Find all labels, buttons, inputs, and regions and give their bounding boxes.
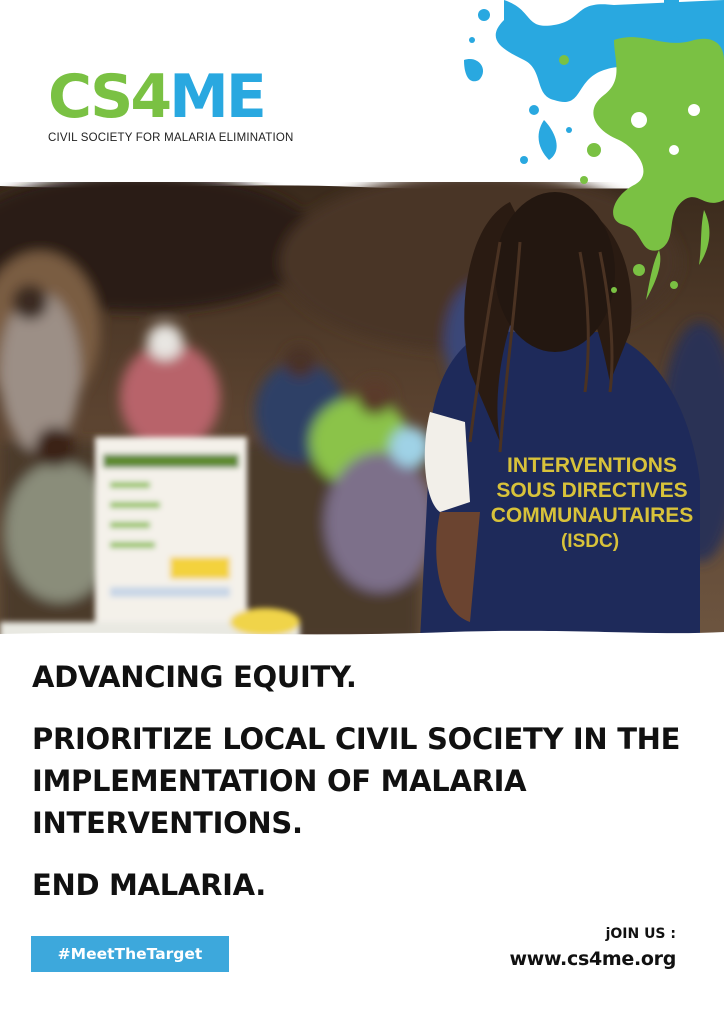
logo-cs4: CS4 <box>48 62 170 132</box>
headline-prioritize-civil-society: PRIORITIZE LOCAL CIVIL SOCIETY IN THE IMPLEMENTATION OF MALARIA INTERVENTIONS. <box>32 722 681 840</box>
logo-tagline: CIVIL SOCIETY FOR MALARIA ELIMINATION <box>48 132 294 144</box>
cs4me-logo <box>48 62 294 144</box>
join-us-block <box>510 924 676 974</box>
logo-me: ME <box>169 62 264 132</box>
headline-end-malaria: END MALARIA. <box>32 868 266 902</box>
paint-splash-decoration <box>464 0 724 310</box>
website-link[interactable]: www.cs4me.org <box>509 948 676 970</box>
vest-text-line4: (ISDC) <box>560 531 620 552</box>
join-us-label: jOIN US : <box>605 926 676 942</box>
vest-text-line3: COMMUNAUTAIRES <box>490 504 694 527</box>
vest-text-line2: SOUS DIRECTIVES <box>496 479 688 502</box>
logo-wordmark <box>48 62 294 132</box>
hashtag-meet-the-target: #MeetTheTarget <box>31 936 229 972</box>
vest-text-line1: INTERVENTIONS <box>507 454 677 477</box>
headline-advancing-equity: ADVANCING EQUITY. <box>32 660 357 694</box>
